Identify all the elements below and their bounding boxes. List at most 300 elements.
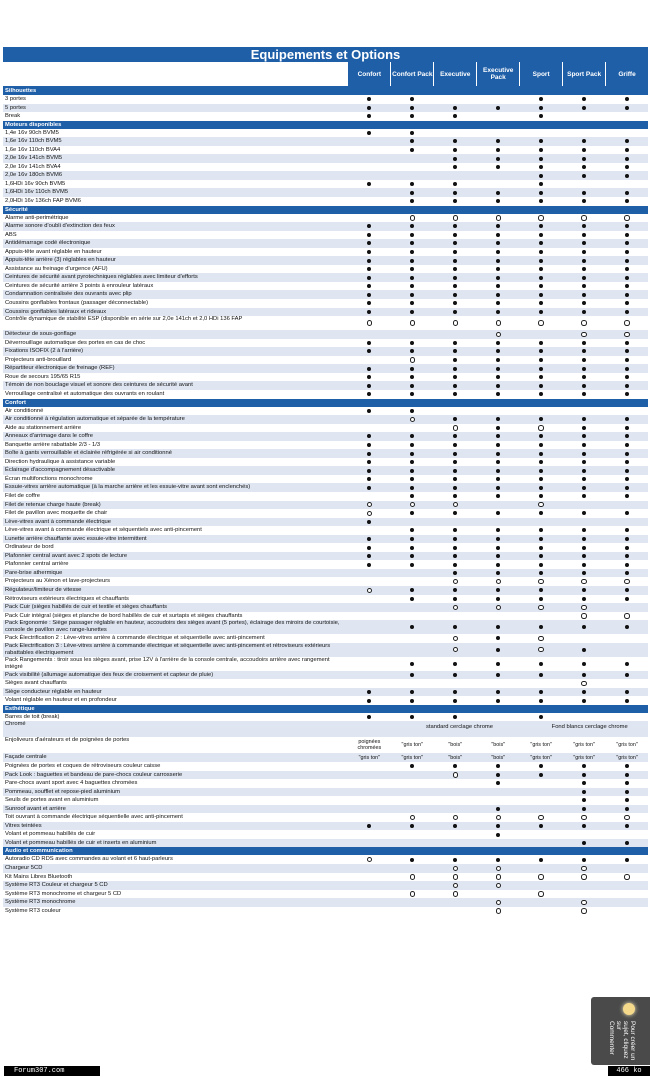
table-row — [3, 737, 648, 753]
empty-cell — [348, 603, 390, 612]
empty-cell — [606, 634, 648, 643]
standard-dot-icon — [477, 483, 519, 492]
table-row — [3, 415, 648, 424]
standard-dot-icon — [434, 560, 476, 569]
cell-text: "gris ton" — [530, 754, 552, 761]
empty-cell — [391, 171, 433, 180]
row-label: 5 portes — [5, 104, 26, 111]
standard-dot-icon — [563, 415, 605, 424]
standard-dot-icon — [391, 560, 433, 569]
empty-cell — [606, 518, 648, 527]
table-row — [3, 373, 648, 382]
row-label: Régulateur/limiteur de vitesse — [5, 586, 82, 593]
table-row — [3, 146, 648, 155]
table-row — [3, 330, 648, 339]
standard-dot-icon — [434, 339, 476, 348]
option-ring-icon — [520, 873, 562, 882]
row-label: Détecteur de sous-gonflage — [5, 331, 77, 338]
standard-dot-icon — [520, 180, 562, 189]
standard-dot-icon — [348, 347, 390, 356]
standard-dot-icon — [434, 180, 476, 189]
empty-cell — [563, 501, 605, 510]
table-row — [3, 475, 648, 484]
standard-dot-icon — [391, 552, 433, 561]
standard-dot-icon — [563, 552, 605, 561]
standard-dot-icon — [391, 543, 433, 552]
empty-cell — [391, 603, 433, 612]
empty-cell — [348, 890, 390, 899]
standard-dot-icon — [348, 535, 390, 544]
table-row — [3, 432, 648, 441]
standard-dot-icon — [348, 458, 390, 467]
option-ring-icon — [606, 577, 648, 586]
standard-dot-icon — [348, 543, 390, 552]
standard-dot-icon — [477, 290, 519, 299]
standard-dot-icon — [606, 381, 648, 390]
table-row — [3, 154, 648, 163]
standard-dot-icon — [348, 466, 390, 475]
standard-dot-icon — [391, 407, 433, 416]
standard-dot-icon — [391, 373, 433, 382]
row-label: Anneaux d'arrimage dans le coffre — [5, 433, 94, 440]
standard-dot-icon — [348, 308, 390, 317]
standard-dot-icon — [520, 657, 562, 671]
table-row — [3, 282, 648, 291]
standard-dot-icon — [391, 657, 433, 671]
standard-dot-icon — [606, 509, 648, 518]
standard-dot-icon — [606, 796, 648, 805]
standard-dot-icon — [391, 432, 433, 441]
option-ring-icon — [348, 586, 390, 595]
empty-cell — [606, 713, 648, 722]
table-row — [3, 813, 648, 822]
column-header: Executive — [434, 62, 476, 86]
empty-cell — [606, 881, 648, 890]
standard-dot-icon — [391, 112, 433, 121]
standard-dot-icon — [606, 586, 648, 595]
standard-dot-icon — [563, 441, 605, 450]
cell-text: "gris ton" — [616, 754, 638, 761]
standard-dot-icon — [563, 595, 605, 604]
standard-dot-icon — [477, 339, 519, 348]
option-ring-icon — [391, 214, 433, 223]
empty-cell — [520, 839, 562, 848]
standard-dot-icon — [606, 95, 648, 104]
standard-dot-icon — [606, 475, 648, 484]
standard-dot-icon — [563, 290, 605, 299]
table-row — [3, 713, 648, 722]
table-row — [3, 822, 648, 831]
standard-dot-icon — [434, 855, 476, 864]
empty-cell — [348, 171, 390, 180]
standard-dot-icon — [434, 364, 476, 373]
standard-dot-icon — [563, 104, 605, 113]
standard-dot-icon — [391, 595, 433, 604]
option-ring-icon — [563, 679, 605, 688]
empty-cell — [477, 407, 519, 416]
standard-dot-icon — [477, 137, 519, 146]
standard-dot-icon — [563, 256, 605, 265]
standard-dot-icon — [563, 364, 605, 373]
standard-dot-icon — [348, 560, 390, 569]
option-ring-icon — [391, 316, 433, 330]
standard-dot-icon — [563, 222, 605, 231]
standard-dot-icon — [348, 129, 390, 138]
standard-dot-icon — [391, 339, 433, 348]
standard-dot-icon — [477, 441, 519, 450]
standard-dot-icon — [391, 535, 433, 544]
standard-dot-icon — [520, 441, 562, 450]
standard-dot-icon — [520, 771, 562, 780]
option-ring-icon — [563, 864, 605, 873]
standard-dot-icon — [563, 449, 605, 458]
row-label: Contrôle dynamique de stabilité ESP (disponible en série sur 2,0e 141ch et 2,0 HDi 136 FAP — [5, 316, 243, 323]
option-ring-icon — [391, 890, 433, 899]
row-label: Verrouillage centralisé et automatique des ouvrants en roulant — [5, 390, 165, 397]
standard-dot-icon — [606, 441, 648, 450]
option-ring-icon — [477, 603, 519, 612]
table-row — [3, 112, 648, 121]
empty-cell — [563, 129, 605, 138]
empty-cell — [391, 612, 433, 621]
table-row — [3, 180, 648, 189]
standard-dot-icon — [477, 163, 519, 172]
standard-dot-icon — [391, 222, 433, 231]
standard-dot-icon — [434, 308, 476, 317]
standard-dot-icon — [520, 188, 562, 197]
standard-dot-icon — [348, 713, 390, 722]
standard-dot-icon — [563, 347, 605, 356]
empty-cell — [434, 129, 476, 138]
standard-dot-icon — [348, 231, 390, 240]
table-row — [3, 273, 648, 282]
standard-dot-icon — [477, 273, 519, 282]
standard-dot-icon — [434, 290, 476, 299]
option-ring-icon — [563, 873, 605, 882]
empty-cell — [348, 526, 390, 535]
standard-dot-icon — [520, 390, 562, 399]
row-label: Lève-vitres avant à commande électrique et séquentiels avec anti-pincement — [5, 527, 202, 534]
standard-dot-icon — [477, 458, 519, 467]
standard-dot-icon — [606, 256, 648, 265]
table-row — [3, 381, 648, 390]
empty-cell — [520, 330, 562, 339]
empty-cell — [520, 518, 562, 527]
table-row — [3, 163, 648, 172]
standard-dot-icon — [477, 432, 519, 441]
standard-dot-icon — [477, 560, 519, 569]
standard-dot-icon — [434, 552, 476, 561]
row-label: Appuis-tête avant réglable en hauteur — [5, 248, 102, 255]
row-label: Ordinateur de bord — [5, 544, 54, 551]
option-ring-icon — [477, 813, 519, 822]
option-ring-icon — [391, 501, 433, 510]
standard-dot-icon — [563, 424, 605, 433]
option-ring-icon — [606, 316, 648, 330]
standard-dot-icon — [606, 657, 648, 671]
standard-dot-icon — [520, 509, 562, 518]
standard-dot-icon — [520, 112, 562, 121]
empty-cell — [348, 762, 390, 771]
standard-dot-icon — [477, 688, 519, 697]
standard-dot-icon — [434, 222, 476, 231]
standard-dot-icon — [348, 373, 390, 382]
standard-dot-icon — [348, 390, 390, 399]
standard-dot-icon — [434, 415, 476, 424]
cell-text: "gris ton" — [573, 754, 595, 761]
standard-dot-icon — [520, 458, 562, 467]
standard-dot-icon — [520, 696, 562, 705]
standard-dot-icon — [606, 239, 648, 248]
empty-cell — [348, 771, 390, 780]
table-row — [3, 364, 648, 373]
standard-dot-icon — [606, 265, 648, 274]
standard-dot-icon — [563, 696, 605, 705]
standard-dot-icon — [606, 822, 648, 831]
standard-dot-icon — [606, 339, 648, 348]
standard-dot-icon — [477, 526, 519, 535]
standard-dot-icon — [520, 171, 562, 180]
standard-dot-icon — [606, 424, 648, 433]
standard-dot-icon — [477, 771, 519, 780]
empty-cell — [606, 907, 648, 916]
standard-dot-icon — [348, 239, 390, 248]
empty-cell — [348, 788, 390, 797]
standard-dot-icon — [348, 475, 390, 484]
standard-dot-icon — [434, 569, 476, 578]
column-header: Confort Pack — [391, 62, 433, 86]
standard-dot-icon — [520, 381, 562, 390]
standard-dot-icon — [606, 415, 648, 424]
option-ring-icon — [563, 330, 605, 339]
standard-dot-icon — [520, 762, 562, 771]
standard-dot-icon — [477, 381, 519, 390]
standard-dot-icon — [520, 256, 562, 265]
empty-cell — [520, 779, 562, 788]
standard-dot-icon — [520, 475, 562, 484]
option-ring-icon — [606, 612, 648, 621]
empty-cell — [563, 830, 605, 839]
table-row — [3, 95, 648, 104]
option-ring-icon — [477, 873, 519, 882]
standard-dot-icon — [477, 543, 519, 552]
standard-dot-icon — [348, 339, 390, 348]
standard-dot-icon — [434, 188, 476, 197]
option-ring-icon — [563, 214, 605, 223]
empty-cell — [348, 214, 390, 223]
standard-dot-icon — [434, 282, 476, 291]
option-ring-icon — [563, 577, 605, 586]
empty-cell — [391, 424, 433, 433]
standard-dot-icon — [434, 449, 476, 458]
row-label: Rétroviseurs extérieurs électriques et chauffants — [5, 595, 129, 602]
cell-text: "gris ton" — [530, 742, 552, 749]
row-label: Air conditionné à régulation automatique et séparée de la température — [5, 416, 185, 423]
standard-dot-icon — [477, 830, 519, 839]
standard-dot-icon — [606, 146, 648, 155]
standard-dot-icon — [520, 197, 562, 206]
empty-cell — [563, 890, 605, 899]
table-row — [3, 881, 648, 890]
standard-dot-icon — [477, 265, 519, 274]
standard-dot-icon — [348, 518, 390, 527]
standard-dot-icon — [391, 239, 433, 248]
row-label: Système RT3 couleur — [5, 907, 61, 914]
standard-dot-icon — [606, 492, 648, 501]
column-header: Griffe — [606, 62, 648, 86]
table-row — [3, 643, 648, 657]
empty-cell — [477, 788, 519, 797]
standard-dot-icon — [520, 688, 562, 697]
option-ring-icon — [477, 316, 519, 330]
standard-dot-icon — [520, 855, 562, 864]
table-row — [3, 679, 648, 688]
table-row — [3, 458, 648, 467]
option-ring-icon — [563, 907, 605, 916]
row-label: Volant réglable en hauteur et en profondeur — [5, 697, 117, 704]
standard-dot-icon — [606, 171, 648, 180]
option-ring-icon — [606, 873, 648, 882]
site-watermark[interactable]: Forum307.com — [4, 1066, 100, 1076]
table-row — [3, 231, 648, 240]
standard-dot-icon — [606, 762, 648, 771]
option-ring-icon — [520, 603, 562, 612]
standard-dot-icon — [434, 441, 476, 450]
empty-cell — [606, 603, 648, 612]
standard-dot-icon — [391, 762, 433, 771]
standard-dot-icon — [563, 620, 605, 634]
table-row — [3, 129, 648, 138]
table-row — [3, 441, 648, 450]
empty-cell — [391, 907, 433, 916]
row-label: Pack Cuir (sièges habillés de cuir et textile et sièges chauffants — [5, 604, 167, 611]
empty-cell — [606, 180, 648, 189]
empty-cell — [391, 634, 433, 643]
row-label: 1,6e 16v 110ch BVA4 — [5, 146, 61, 153]
standard-dot-icon — [348, 290, 390, 299]
standard-dot-icon — [434, 620, 476, 634]
empty-cell — [563, 518, 605, 527]
table-row — [3, 290, 648, 299]
standard-dot-icon — [563, 586, 605, 595]
standard-dot-icon — [563, 509, 605, 518]
row-label: Pare-chocs avant sport avec 4 baguettes chromées — [5, 780, 138, 787]
standard-dot-icon — [391, 390, 433, 399]
standard-dot-icon — [434, 256, 476, 265]
standard-dot-icon — [520, 308, 562, 317]
standard-dot-icon — [563, 839, 605, 848]
option-ring-icon — [606, 813, 648, 822]
standard-dot-icon — [563, 356, 605, 365]
standard-dot-icon — [606, 595, 648, 604]
empty-cell — [391, 330, 433, 339]
empty-cell — [348, 907, 390, 916]
row-label: Condamnation centralisée des ouvrants avec plip — [5, 291, 132, 298]
empty-cell — [348, 620, 390, 634]
row-label: Barres de toit (break) — [5, 713, 60, 720]
standard-dot-icon — [348, 180, 390, 189]
standard-dot-icon — [606, 222, 648, 231]
standard-dot-icon — [563, 373, 605, 382]
section-label: Sécurité — [5, 206, 28, 213]
standard-dot-icon — [563, 273, 605, 282]
table-row — [3, 898, 648, 907]
standard-dot-icon — [606, 356, 648, 365]
row-label: 3 portes — [5, 96, 26, 102]
empty-cell — [348, 163, 390, 172]
standard-dot-icon — [606, 552, 648, 561]
row-label: Air conditionné — [5, 407, 44, 414]
standard-dot-icon — [477, 188, 519, 197]
empty-cell — [391, 881, 433, 890]
empty-cell — [348, 577, 390, 586]
standard-dot-icon — [434, 265, 476, 274]
standard-dot-icon — [606, 805, 648, 814]
standard-dot-icon — [391, 509, 433, 518]
standard-dot-icon — [563, 805, 605, 814]
empty-cell — [606, 643, 648, 657]
standard-dot-icon — [520, 492, 562, 501]
empty-cell — [348, 671, 390, 680]
option-ring-icon — [434, 771, 476, 780]
standard-dot-icon — [477, 466, 519, 475]
row-label: Poignées de portes et coques de rétroviseurs couleur caisse — [5, 763, 161, 769]
standard-dot-icon — [391, 104, 433, 113]
empty-cell — [434, 518, 476, 527]
standard-dot-icon — [520, 543, 562, 552]
empty-cell — [434, 407, 476, 416]
standard-dot-icon — [391, 822, 433, 831]
standard-dot-icon — [563, 796, 605, 805]
standard-dot-icon — [391, 265, 433, 274]
empty-cell — [348, 721, 390, 737]
standard-dot-icon — [563, 822, 605, 831]
standard-dot-icon — [434, 657, 476, 671]
standard-dot-icon — [391, 290, 433, 299]
row-label: Système RT3 monochrome et chargeur 5 CD — [5, 890, 122, 897]
comment-label[interactable]: Pour créer un sujet, cliquez sur Commenter — [608, 1021, 636, 1061]
standard-dot-icon — [348, 265, 390, 274]
row-label: Pack Ergonomie : Siège passager réglable en hauteur, accoudoirs des sièges avant (5 portes), éclairage des miroirs de courtoisie, console de pavillon avec range-lunettes — [5, 620, 340, 633]
standard-dot-icon — [477, 595, 519, 604]
standard-dot-icon — [434, 526, 476, 535]
option-ring-icon — [434, 501, 476, 510]
empty-cell — [348, 330, 390, 339]
row-label: 2,0e 16v 141ch BVA4 — [5, 163, 61, 170]
standard-dot-icon — [477, 146, 519, 155]
empty-cell — [348, 796, 390, 805]
standard-dot-icon — [391, 248, 433, 257]
standard-dot-icon — [563, 526, 605, 535]
standard-dot-icon — [563, 475, 605, 484]
standard-dot-icon — [348, 256, 390, 265]
row-label: Coussins gonflables latéraux et rideaux — [5, 308, 107, 315]
standard-dot-icon — [520, 231, 562, 240]
row-label: Pack Cuir intégral (sièges et planche de bord habillés de cuir et surtapis et sièges chauffants — [5, 612, 243, 619]
row-label: Lunette arrière chauffante avec essuie-vitre intermittent — [5, 535, 147, 542]
empty-cell — [477, 612, 519, 621]
row-label: Fixations ISOFIX (2 à l'arrière) — [5, 348, 84, 355]
empty-cell — [348, 492, 390, 501]
table-row — [3, 657, 648, 671]
section-header — [3, 87, 648, 95]
section-header — [3, 705, 648, 713]
section-label: Audio et communication — [5, 848, 73, 855]
option-ring-icon — [348, 509, 390, 518]
standard-dot-icon — [391, 671, 433, 680]
empty-cell — [563, 112, 605, 121]
empty-cell — [520, 679, 562, 688]
